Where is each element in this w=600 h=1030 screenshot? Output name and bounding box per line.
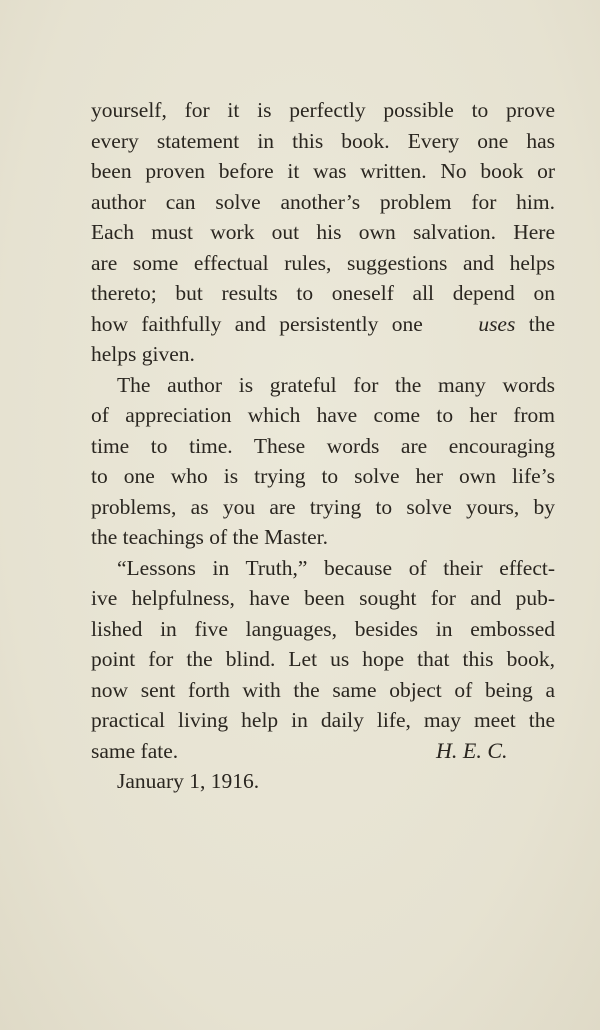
text-segment: the [515, 312, 555, 336]
text-line: The author is grateful for the many words [117, 373, 555, 397]
text-line: author can solve another’s problem for him. [91, 190, 555, 214]
text-line: the teachings of the Master. [91, 525, 329, 549]
text-line: are some effectual rules, suggestions and helps [91, 251, 555, 275]
text-line: point for the blind. Let us hope that this book, [91, 647, 555, 671]
text-line: “Lessons in Truth,” because of their effect- [117, 556, 555, 580]
text-line: ive helpfulness, have been sought for and pub- [91, 586, 555, 610]
text-line: same fate. [91, 739, 179, 763]
text-line: yourself, for it is perfectly possible to prove [91, 98, 555, 122]
date-line: January 1, 1916. [117, 769, 260, 793]
text-line: time to time. These words are encouraging [91, 434, 555, 458]
signature-initials: H. E. C. [436, 738, 508, 763]
text-line: every statement in this book. Every one has [91, 129, 555, 153]
text-line: problems, as you are trying to solve yours, by [91, 495, 555, 519]
text-line: Each must work out his own salvation. Here [91, 220, 555, 244]
text-line: been proven before it was written. No book or [91, 159, 555, 183]
text-line: of appreciation which have come to her from [91, 403, 555, 427]
text-line: to one who is trying to solve her own life’s [91, 464, 555, 488]
text-line: now sent forth with the same object of being a [91, 678, 555, 702]
text-segment: how faithfully and persistently one [91, 312, 437, 336]
text-line: practical living help in daily life, may meet the [91, 708, 555, 732]
text-line: helps given. [91, 342, 195, 366]
text-line [91, 309, 555, 339]
text-line: thereto; but results to oneself all depend on [91, 281, 555, 305]
italic-word: uses [478, 312, 516, 336]
text-line: lished in five languages, besides in embossed [91, 617, 555, 641]
